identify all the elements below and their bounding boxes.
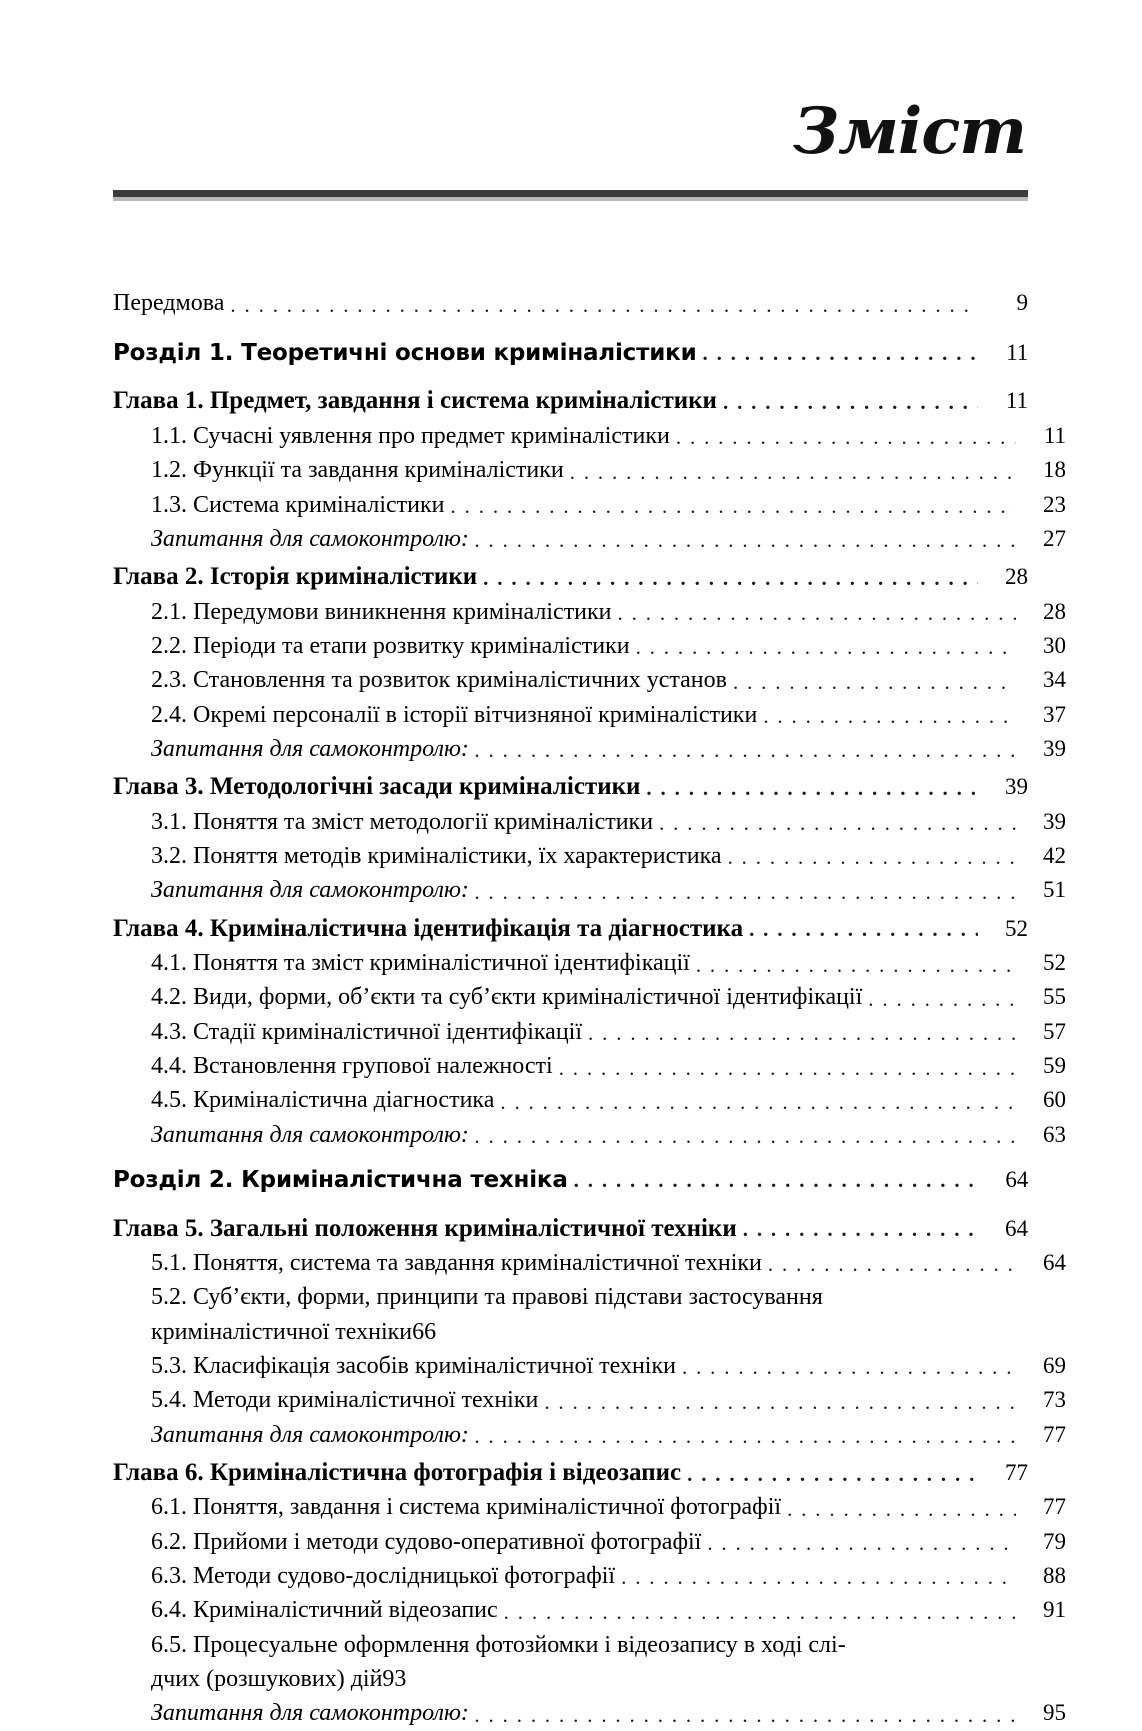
toc-entry-label: Глава 4. Криміналістична ідентифікація та діагностика: [113, 914, 744, 942]
toc-entry-continuation: [151, 1662, 1028, 1696]
toc-page-number: 73: [1043, 1387, 1066, 1413]
dot-leader: [504, 1604, 1016, 1628]
toc-page-number: 64: [1043, 1250, 1066, 1275]
toc-page-number: 39: [1005, 774, 1028, 800]
dot-leader: [787, 1501, 1016, 1525]
dot-leader: [723, 394, 978, 419]
toc-page-number: 77: [1005, 1459, 1028, 1485]
toc-entry-section[interactable]: [113, 453, 1066, 487]
dot-leader: [733, 674, 1016, 698]
divider-thick-bar: [113, 190, 1028, 197]
page-header: [113, 94, 1028, 201]
toc-page-number: 52: [1005, 915, 1028, 941]
toc-page-number: 55: [1043, 984, 1066, 1010]
toc-entry-section[interactable]: [113, 946, 1066, 980]
toc-page-number: 59: [1043, 1053, 1066, 1079]
dot-leader: [768, 1256, 1016, 1280]
toc-entry-label: Глава 2. Історія криміналістики: [113, 563, 478, 591]
dot-leader: [702, 347, 978, 370]
toc-page-number: 34: [1043, 667, 1066, 693]
toc-entry-label: 3.2. Поняття методів криміналістики, їх характеристика: [151, 843, 722, 869]
toc-entry-section[interactable]: [113, 1559, 1066, 1593]
dot-leader: [749, 921, 978, 946]
toc-entry-section[interactable]: [113, 1349, 1066, 1383]
dot-leader: [707, 1535, 1016, 1559]
dot-leader: [230, 299, 978, 323]
toc-entry-selfcheck[interactable]: [113, 1118, 1066, 1152]
toc-page-number: 52: [1043, 950, 1066, 976]
toc-entry-frontmatter[interactable]: [113, 284, 1028, 325]
page-title: Зміст: [793, 94, 1026, 169]
toc-page-number: 28: [1005, 564, 1028, 590]
toc-page-number: 37: [1043, 701, 1066, 727]
toc-entry-label: 1.2. Функції та завдання криміналістики: [151, 457, 564, 484]
toc-page-number: 39: [1043, 808, 1066, 834]
toc-entry-label: 4.1. Поняття та зміст криміналістичної ідентифікації: [151, 950, 690, 977]
toc-page-number: 63: [1043, 1121, 1066, 1147]
table-of-contents: [113, 284, 1066, 1731]
toc-entry-section[interactable]: [113, 698, 1066, 732]
toc-entry-label: 5.3. Класифікація засобів криміналістичної техніки: [151, 1352, 676, 1379]
toc-entry-label: Глава 6. Криміналістична фотографія і відеозапис: [113, 1458, 682, 1486]
toc-entry-chapter[interactable]: [113, 1455, 1028, 1491]
toc-entry-selfcheck[interactable]: [113, 873, 1066, 907]
dot-leader: [588, 1025, 1016, 1049]
toc-entry-label: 3.1. Поняття та зміст методології криміналістики: [151, 808, 654, 835]
toc-entry-label: 6.3. Методи судово-дослідницької фотографії: [151, 1563, 616, 1589]
toc-page-number: 93: [382, 1665, 407, 1692]
toc-page-number: 64: [1005, 1167, 1028, 1192]
toc-entry-section[interactable]: [113, 488, 1066, 522]
header-divider: [113, 190, 1028, 201]
toc-entry-section[interactable]: [113, 1246, 1066, 1280]
toc-entry-section[interactable]: [113, 839, 1066, 873]
toc-page-number: 57: [1043, 1018, 1066, 1044]
toc-page-number: 60: [1043, 1087, 1066, 1113]
toc-entry-label: Запитання для самоконтролю:: [151, 735, 469, 762]
toc-page-number: 66: [412, 1318, 437, 1345]
toc-page-number: 18: [1043, 457, 1066, 483]
toc-entry-part[interactable]: [113, 1163, 1028, 1198]
toc-entry-section[interactable]: [113, 1593, 1066, 1627]
dot-leader: [574, 1175, 978, 1198]
toc-entry-section[interactable]: [113, 980, 1066, 1014]
toc-entry-section[interactable]: [113, 419, 1066, 453]
toc-entry-section[interactable]: [113, 1015, 1066, 1049]
toc-entry-section[interactable]: [113, 663, 1066, 697]
toc-entry-section[interactable]: [113, 1490, 1066, 1524]
toc-entry-selfcheck[interactable]: [113, 522, 1066, 556]
toc-page-number: 88: [1043, 1563, 1066, 1588]
toc-entry-selfcheck[interactable]: [113, 1696, 1066, 1730]
toc-entry-label: 5.2. Суб’єкти, форми, принципи та правові підстави застосування: [151, 1284, 823, 1311]
toc-page-number: 23: [1043, 491, 1066, 517]
dot-leader: [618, 605, 1016, 629]
toc-page-number: 77: [1043, 1494, 1066, 1520]
toc-entry-label: 2.4. Окремі персоналії в історії вітчизняної криміналістики: [151, 701, 758, 728]
dot-leader: [682, 1359, 1016, 1383]
toc-page-number: 79: [1043, 1528, 1066, 1554]
dot-leader: [544, 1394, 1016, 1418]
toc-entry-label: Глава 1. Предмет, завдання і система криміналістики: [113, 387, 717, 415]
toc-entry-chapter[interactable]: [113, 559, 1028, 595]
toc-page-number: 42: [1043, 843, 1066, 868]
toc-entry-label: Глава 3. Методологічні засади криміналістики: [113, 773, 641, 801]
toc-entry-selfcheck[interactable]: [113, 732, 1066, 766]
toc-entry-label: 6.4. Криміналістичний відеозапис: [151, 1597, 498, 1624]
toc-entry-label: Розділ 1. Теоретичні основи криміналістики: [113, 339, 697, 366]
toc-page-number: 51: [1043, 877, 1066, 903]
toc-entry-label: 6.5. Процесуальне оформлення фотозйомки і відеозапису в ході слі-: [151, 1631, 846, 1658]
toc-entry-section[interactable]: [113, 1083, 1066, 1117]
dot-leader: [728, 849, 1016, 873]
dot-leader: [636, 639, 1016, 663]
toc-page-number: 91: [1043, 1597, 1066, 1623]
dot-leader: [868, 991, 1016, 1015]
toc-entry-label: Запитання для самоконтролю:: [151, 877, 469, 904]
toc-page-number: 11: [1043, 422, 1066, 448]
dot-leader: [687, 1465, 978, 1490]
toc-entry-chapter[interactable]: [113, 769, 1028, 805]
toc-entry-label: Запитання для самоконтролю:: [151, 1421, 469, 1448]
toc-entry-label: Глава 5. Загальні положення криміналістичної техніки: [113, 1214, 737, 1242]
dot-leader: [646, 780, 978, 805]
toc-entry-label: криміналістичної техніки: [151, 1318, 413, 1345]
toc-entry-section[interactable]: [113, 1280, 1028, 1349]
dot-leader: [475, 1128, 1016, 1152]
toc-entry-part[interactable]: [113, 336, 1028, 371]
divider-thin-bar: [113, 197, 1028, 201]
dot-leader: [475, 1707, 1016, 1731]
toc-page-number: 27: [1043, 525, 1066, 551]
dot-leader: [659, 815, 1016, 839]
toc-entry-label: 4.5. Криміналістична діагностика: [151, 1087, 495, 1114]
toc-entry-label: 6.1. Поняття, завдання і система криміналістичної фотографії: [151, 1494, 782, 1521]
toc-page-number: 11: [1005, 388, 1028, 414]
toc-entry-selfcheck[interactable]: [113, 1418, 1066, 1452]
toc-entry-section[interactable]: [113, 1049, 1066, 1083]
toc-page-number: 77: [1043, 1421, 1066, 1447]
dot-leader: [500, 1094, 1016, 1118]
dot-leader: [475, 884, 1016, 908]
toc-entry-label: 6.2. Прийоми і методи судово-оперативної фотографії: [151, 1528, 702, 1555]
toc-entry-label: Розділ 2. Криміналістична техніка: [113, 1167, 568, 1193]
toc-entry-label: 4.3. Стадії криміналістичної ідентифікації: [151, 1018, 583, 1045]
toc-entry-chapter[interactable]: [113, 1211, 1028, 1247]
dot-leader: [475, 1428, 1016, 1452]
toc-entry-label: 1.3. Система криміналістики: [151, 491, 445, 518]
toc-page-number: 95: [1043, 1700, 1066, 1726]
toc-page-number: 28: [1043, 598, 1066, 624]
toc-entry-label: 2.1. Передумови виникнення криміналістики: [151, 598, 612, 625]
toc-entry-section[interactable]: [113, 1628, 1028, 1697]
dot-leader: [696, 956, 1016, 980]
toc-entry-label: 5.1. Поняття, система та завдання криміналістичної техніки: [151, 1250, 762, 1276]
toc-entry-section[interactable]: [113, 629, 1066, 663]
toc-entry-label: 5.4. Методи криміналістичної техніки: [151, 1387, 539, 1414]
dot-leader: [676, 429, 1016, 453]
toc-entry-section[interactable]: [113, 595, 1066, 629]
toc-entry-label: Запитання для самоконтролю:: [151, 1121, 469, 1148]
dot-leader: [483, 570, 978, 595]
toc-entry-label: 4.4. Встановлення групової належності: [151, 1053, 553, 1080]
toc-entry-label: 2.2. Періоди та етапи розвитку криміналістики: [151, 632, 630, 659]
toc-page-number: 9: [1016, 290, 1028, 315]
toc-entry-label: дчих (розшукових) дій: [151, 1665, 383, 1692]
toc-entry-chapter[interactable]: [113, 911, 1028, 947]
dot-leader: [621, 1569, 1016, 1593]
toc-entry-label: Запитання для самоконтролю:: [151, 1700, 469, 1727]
toc-page-number: 11: [1006, 339, 1028, 365]
dot-leader: [559, 1059, 1016, 1083]
toc-entry-section[interactable]: [113, 805, 1066, 839]
dot-leader: [475, 532, 1016, 556]
toc-page-number: 39: [1043, 735, 1066, 761]
toc-page-number: 64: [1005, 1215, 1028, 1241]
toc-entry-label: 1.1. Сучасні уявлення про предмет криміналістики: [151, 422, 670, 449]
toc-entry-section[interactable]: [113, 1383, 1066, 1417]
toc-entry-label: Запитання для самоконтролю:: [151, 525, 469, 552]
dot-leader: [763, 708, 1016, 732]
toc-page-number: 69: [1043, 1352, 1066, 1378]
toc-page-number: 30: [1043, 632, 1066, 658]
toc-entry-continuation: [151, 1315, 1028, 1349]
dot-leader: [475, 742, 1016, 766]
toc-entry-label: 2.3. Становлення та розвиток криміналістичних установ: [151, 667, 727, 694]
dot-leader: [451, 498, 1016, 522]
toc-entry-label: Передмова: [113, 290, 225, 316]
dot-leader: [570, 464, 1016, 488]
dot-leader: [743, 1221, 978, 1246]
toc-entry-section[interactable]: [113, 1525, 1066, 1559]
toc-entry-chapter[interactable]: [113, 383, 1028, 419]
toc-entry-label: 4.2. Види, форми, об’єкти та суб’єкти криміналістичної ідентифікації: [151, 984, 863, 1011]
